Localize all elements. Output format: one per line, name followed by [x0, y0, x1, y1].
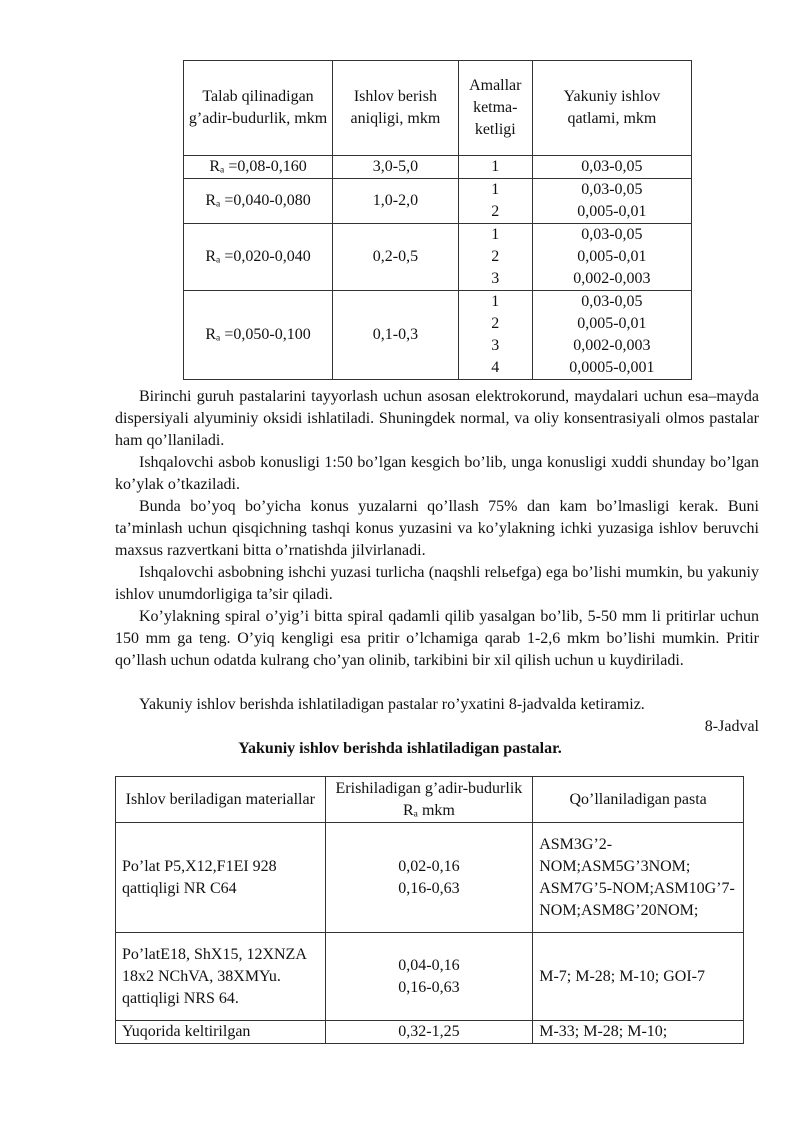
header-cell: Qo’llaniladigan pasta — [533, 777, 744, 823]
table-cell: 0,03-0,05 0,005-0,01 0,002-0,003 0,0005-0,001 — [532, 291, 691, 380]
table-cell: 0,03-0,05 — [532, 156, 691, 179]
table-cell: 0,2-0,5 — [333, 224, 459, 291]
paragraph: Ko’ylakning spiral o’yig’i bitta spiral qadamli qilib yasalgan bo’lib, 5-50 mm li pritirlar uchun 150 mm ga teng. O’yiq kengligi esa pritir o’lchamiga qarab 1-2,6 mkm bo’lishi mumkin. Pritir qo’llash uchun odatda kulrang cho’yan olinib, tarkibini bir xil qilish uchun u kuydiriladi. — [115, 608, 759, 669]
header-cell: Amallar ketma-ketligi — [458, 61, 532, 156]
table-header-row — [184, 61, 692, 156]
table-cell: 1,0-2,0 — [333, 179, 459, 224]
table-cell: 0,03-0,05 0,005-0,01 — [532, 179, 691, 224]
header-cell: Ishlov beriladigan materiallar — [116, 777, 326, 823]
table-row — [116, 933, 744, 1021]
paragraph: Yakuniy ishlov berishda ishlatiladigan pastalar ro’yxatini 8-jadvalda ketiramiz. — [139, 696, 645, 713]
table-cell: Po’latE18, ShX15, 12XNZA 18x2 NChVA, 38XMYu. qattiqligi NRS 64. — [116, 933, 326, 1021]
header-cell: Ishlov berish aniqligi, mkm — [333, 61, 459, 156]
table-cell: Rₐ =0,08-0,160 — [184, 156, 333, 179]
table-cell: Po’lat P5,X12,F1EI 928 qattiqligi NR C64 — [116, 823, 326, 933]
paragraph: Birinchi guruh pastalarini tayyorlash uchun asosan elektrokorund, maydalari uchun esa–mayda dispersiyali alyuminiy oksidi ishlatiladi. Shuningdek normal, va oliy konsentrasiyali olmos pastalar ham qo’llaniladi. — [115, 388, 759, 449]
header-cell: Yakuniy ishlov qatlami, mkm — [532, 61, 691, 156]
header-cell: Talab qilinadigan g’adir-budurlik, mkm — [184, 61, 333, 156]
table-row — [116, 1021, 744, 1044]
table-cell: 0,1-0,3 — [333, 291, 459, 380]
table-cell: 3,0-5,0 — [333, 156, 459, 179]
table-cell: 1 2 — [458, 179, 532, 224]
table-cell: 0,02-0,16 0,16-0,63 — [325, 823, 533, 933]
table-row — [184, 224, 692, 291]
table-cell: 1 — [458, 156, 532, 179]
table-cell: ASM3G’2-NOM;ASM5G’3NOM; ASM7G’5-NOM;ASM10G’7-NOM;ASM8G’20NOM; — [533, 823, 744, 933]
table-cell: 1 2 3 4 — [458, 291, 532, 380]
paragraph: Ishqalovchi asbobning ishchi yuzasi turlicha (naqshli relьefga) ega bo’lishi mumkin, bu yakuniy ishlov unumdorligiga ta’sir qiladi. — [115, 564, 759, 603]
table-row — [184, 179, 692, 224]
table-cell: 1 2 3 — [458, 224, 532, 291]
table-cell: 0,03-0,05 0,005-0,01 0,002-0,003 — [532, 224, 691, 291]
table-cell: Rₐ =0,020-0,040 — [184, 224, 333, 291]
table-title: Yakuniy ishlov berishda ishlatiladigan pastalar. — [238, 740, 562, 757]
header-cell: Erishiladigan g’adir-budurlik Rₐ mkm — [325, 777, 533, 823]
table-row — [184, 156, 692, 179]
table-cell: M-33; M-28; M-10; — [533, 1021, 744, 1044]
table-cell: 0,04-0,16 0,16-0,63 — [325, 933, 533, 1021]
table-label: 8-Jadval — [704, 718, 759, 735]
table-row — [116, 823, 744, 933]
table-cell: Rₐ =0,050-0,100 — [184, 291, 333, 380]
paragraph: Bunda bo’yoq bo’yicha konus yuzalarni qo’llash 75% dan kam bo’lmasligi kerak. Buni ta’minlash uchun qisqichning tashqi konus yuzasini va ko’ylakning ichki yuzasiga ishlov beruvchi maxsus razvertkani bitta o’rnatishda jilvirlanadi. — [115, 498, 759, 559]
table-cell: M-7; M-28; M-10; GOI-7 — [533, 933, 744, 1021]
paragraph: Ishqalovchi asbob konusligi 1:50 bo’lgan kesgich bo’lib, unga konusligi xuddi shunday bo’lgan ko’ylak o’tkaziladi. — [115, 454, 759, 493]
table-cell: 0,32-1,25 — [325, 1021, 533, 1044]
table-cell: Yuqorida keltirilgan — [116, 1021, 326, 1044]
table-row — [184, 291, 692, 380]
pastes-table — [115, 776, 744, 1044]
roughness-table — [183, 60, 692, 380]
table-cell: Rₐ =0,040-0,080 — [184, 179, 333, 224]
table-header-row — [116, 777, 744, 823]
